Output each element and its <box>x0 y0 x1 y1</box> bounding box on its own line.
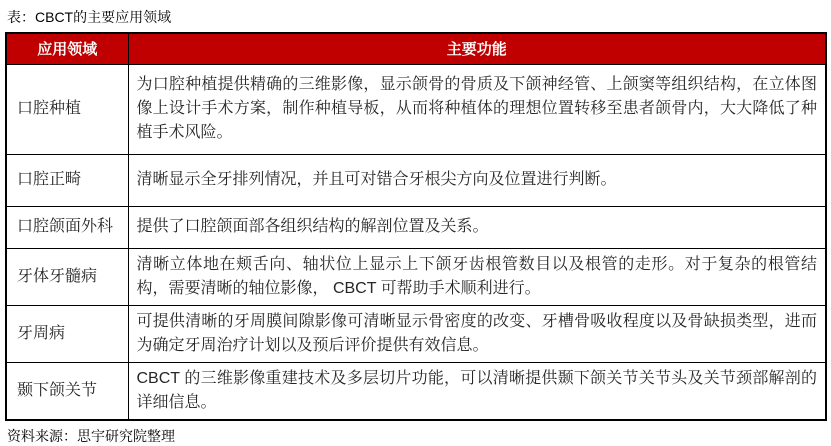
function-cell: 清晰显示全牙排列情况，并且可对错合牙根尖方向及位置进行判断。 <box>128 154 826 206</box>
table-row <box>6 305 826 362</box>
header-cell-function: 主要功能 <box>128 33 826 64</box>
function-cell: 可提供清晰的牙周膜间隙影像可清晰显示骨密度的改变、牙槽骨吸收程度以及骨缺损类型，进而为确定牙周治疗计划以及预后评价提供有效信息。 <box>128 305 826 362</box>
table-row <box>6 64 826 154</box>
table-header-row <box>6 33 826 64</box>
area-cell: 口腔种植 <box>6 64 128 154</box>
page-title: 表：CBCT的主要应用领域 <box>7 9 172 25</box>
function-cell: CBCT 的三维影像重建技术及多层切片功能，可以清晰提供颞下颌关节关节头及关节颈部解剖的详细信息。 <box>128 362 826 420</box>
area-cell: 牙周病 <box>6 305 128 362</box>
area-cell: 口腔颌面外科 <box>6 206 128 248</box>
header-cell-area: 应用领域 <box>6 33 128 64</box>
function-cell: 为口腔种植提供精确的三维影像，显示颌骨的骨质及下颌神经管、上颌窦等组织结构，在立体图像上设计手术方案，制作种植导板，从而将种植体的理想位置转移至患者颌骨内，大大降低了种植手术风险。 <box>128 64 826 154</box>
area-cell: 牙体牙髓病 <box>6 248 128 305</box>
area-cell: 口腔正畸 <box>6 154 128 206</box>
source-note: 资料来源：思宇研究院整理 <box>7 427 175 444</box>
table-row <box>6 206 826 248</box>
table-row <box>6 362 826 420</box>
table-row <box>6 154 826 206</box>
applications-table <box>5 32 827 421</box>
function-cell: 提供了口腔颌面部各组织结构的解剖位置及关系。 <box>128 206 826 248</box>
function-cell: 清晰立体地在颊舌向、轴状位上显示上下颌牙齿根管数目以及根管的走形。对于复杂的根管结构，需要清晰的轴位影像， CBCT 可帮助手术顺利进行。 <box>128 248 826 305</box>
table-row <box>6 248 826 305</box>
area-cell: 颞下颌关节 <box>6 362 128 420</box>
